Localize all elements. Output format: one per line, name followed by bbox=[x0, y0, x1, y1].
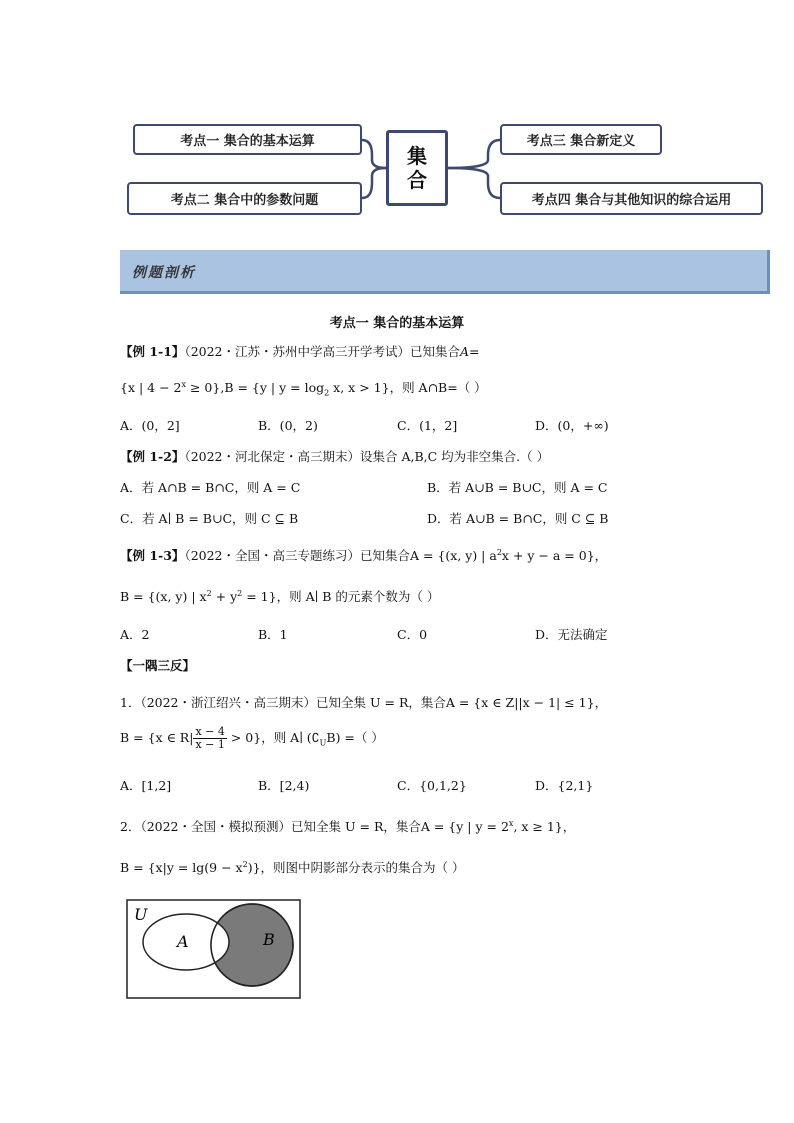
example-source: （2022・江苏・苏州中学高三开学考试）已知集合 bbox=[184, 344, 460, 359]
set-b-label: B bbox=[263, 930, 275, 949]
question-text: ，则图中阴影部分表示的集合为（ ） bbox=[260, 860, 465, 875]
example-1-3-line1 bbox=[120, 546, 607, 564]
section-banner bbox=[120, 250, 770, 294]
topic-1-box: 考点一 集合的基本运算 bbox=[133, 124, 362, 155]
question-text: 2．（2022・全国・模拟预测）已知全集 U = R，集合 bbox=[120, 819, 421, 834]
option-a: A．[1,2] bbox=[120, 778, 172, 793]
set-a-expression: A = {x ∈ Z||x − 1| ≤ 1}， bbox=[445, 695, 608, 710]
topic-2-box: 考点二 集合中的参数问题 bbox=[127, 182, 362, 215]
practice-q1-line2 bbox=[120, 726, 384, 751]
option-d: D．无法确定 bbox=[535, 627, 608, 642]
practice-header: 【一隅三反】 bbox=[120, 658, 196, 673]
option-b: B．1 bbox=[258, 627, 288, 642]
topic-3-box: 考点三 集合新定义 bbox=[500, 124, 662, 155]
example-1-1-line2 bbox=[120, 378, 487, 398]
practice-q1-line1 bbox=[120, 693, 607, 711]
option-b: B．[2,4) bbox=[258, 778, 310, 793]
example-label: 【例 1-1】 bbox=[120, 344, 185, 359]
venn-diagram bbox=[126, 899, 302, 1000]
set-a-expression: A = {y | $y = 2^x$, x ≥ 1}， bbox=[420, 818, 576, 834]
example-1-2-line1 bbox=[120, 447, 549, 465]
center-char-1: 集 bbox=[407, 144, 427, 168]
question-text: ，则 A∣ $(∁_UB)$ =（ ） bbox=[261, 730, 384, 748]
set-a-expression: A = {(x, y) | $a^2x + y - a = 0$}， bbox=[410, 547, 608, 563]
question-text: ，则 A∩B=（ ） bbox=[389, 380, 487, 395]
set-b-expression: B = {(x, y) | $x^2 + y^2 = 1$} bbox=[120, 588, 277, 604]
set-a-label: A bbox=[177, 932, 189, 951]
option-d: D．{2,1} bbox=[535, 778, 594, 793]
question-text: （2022・河北保定・高三期末）设集合 A,B,C 均为非空集合.（ ） bbox=[184, 449, 550, 464]
option-b: B．若 A∪B = B∪C，则 A = C bbox=[427, 480, 608, 495]
set-b-expression: $B = \{x|y = \lg(9 - x^2)\}$ bbox=[120, 859, 261, 875]
section-title: 考点一 集合的基本运算 bbox=[329, 316, 465, 331]
option-c: C．{0,1,2} bbox=[397, 778, 467, 793]
example-source: （2022・全国・高三专题练习）已知集合 bbox=[184, 548, 410, 563]
practice-q2-line1 bbox=[120, 817, 575, 835]
set-a: A= bbox=[460, 344, 480, 359]
option-c: C．0 bbox=[397, 627, 428, 642]
practice-q2-line2 bbox=[120, 858, 465, 876]
option-c: C．(1，2] bbox=[397, 418, 458, 433]
option-c: C．若 A∣ B = B∪C，则 C ⊆ B bbox=[120, 511, 299, 526]
banner-title: 例题剖析 bbox=[132, 265, 196, 281]
option-d: D．(0，+∞) bbox=[535, 418, 609, 433]
option-a: A．2 bbox=[120, 627, 150, 642]
set-expression: {x | $4 - 2^x \ge 0\},B = \{y$ | $y = \log_2 x$, x > 1} bbox=[120, 379, 390, 398]
question-text: 1．（2022・浙江绍兴・高三期末）已知全集 U = R，集合 bbox=[120, 695, 446, 710]
mindmap-center bbox=[386, 130, 448, 206]
example-label: 【例 1-3】 bbox=[120, 548, 185, 563]
option-a: A．(0，2] bbox=[120, 418, 180, 433]
set-b-expression: B = {x ∈ R| $\frac{x - 4}{x - 1}$ > 0} bbox=[120, 725, 262, 751]
universe-label: U bbox=[134, 905, 148, 924]
topic-4-box: 考点四 集合与其他知识的综合运用 bbox=[500, 182, 763, 215]
center-char-2: 合 bbox=[407, 168, 427, 192]
example-1-1-line1 bbox=[120, 342, 480, 360]
option-a: A．若 A∩B = B∩C，则 A = C bbox=[120, 480, 301, 495]
option-d: D．若 A∪B = B∩C，则 C ⊆ B bbox=[427, 511, 609, 526]
example-1-3-line2 bbox=[120, 587, 439, 605]
option-b: B．(0，2) bbox=[258, 418, 318, 433]
question-text: ，则 A∣ B 的元素个数为（ ） bbox=[276, 589, 440, 604]
example-label: 【例 1-2】 bbox=[120, 449, 185, 464]
